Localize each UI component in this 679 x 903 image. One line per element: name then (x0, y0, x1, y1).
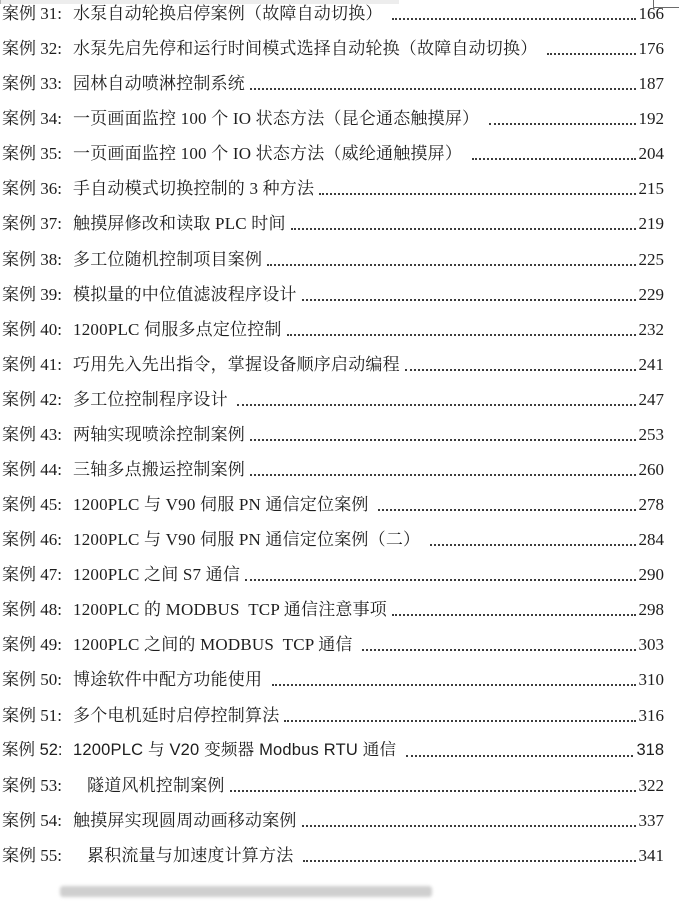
toc-entry[interactable] (2, 424, 664, 459)
entry-label: 案例 50: (2, 670, 62, 690)
dotted-leader (362, 634, 635, 651)
dotted-leader (284, 705, 635, 722)
toc-entry[interactable] (2, 354, 664, 389)
entry-title: 一页画面监控 100 个 IO 状态方法（威纶通触摸屏） (73, 144, 467, 164)
dotted-leader (378, 494, 635, 511)
entry-page-number: 232 (638, 319, 664, 339)
entry-page-number: 303 (638, 635, 664, 655)
entry-title: 累积流量与加速度计算方法 (87, 845, 298, 865)
toc-entry[interactable] (2, 284, 664, 319)
toc-entry[interactable] (2, 3, 664, 38)
entry-page-number: 290 (638, 565, 664, 585)
entry-page-number: 192 (638, 109, 664, 129)
entry-page-number: 215 (638, 179, 664, 199)
entry-label: 案例 46: (2, 530, 62, 550)
entry-title: 水泵先启先停和运行时间模式选择自动轮换（故障自动切换） (73, 39, 542, 59)
entry-title: 隧道风机控制案例 (87, 775, 225, 795)
toc-list (2, 3, 664, 880)
dotted-leader (406, 740, 634, 757)
entry-page-number: 247 (638, 389, 664, 409)
toc-entry[interactable] (2, 249, 664, 284)
toc-entry[interactable] (2, 669, 664, 704)
dotted-leader (237, 389, 635, 406)
entry-page-number: 176 (638, 39, 664, 59)
entry-page-number: 284 (638, 530, 664, 550)
entry-label: 案例 42: (2, 389, 62, 409)
toc-entry[interactable] (2, 494, 664, 529)
toc-entry[interactable] (2, 389, 664, 424)
bottom-smudge-artifact (60, 886, 432, 897)
entry-title: 1200PLC 之间 S7 通信 (73, 565, 241, 585)
dotted-leader (272, 669, 636, 686)
toc-entry[interactable] (2, 599, 664, 634)
entry-label: 案例 36: (2, 179, 62, 199)
entry-title: 触摸屏实现圆周动画移动案例 (73, 810, 297, 830)
dotted-leader (392, 3, 635, 20)
entry-label: 案例 53: (2, 775, 62, 795)
entry-label: 案例 32: (2, 39, 62, 59)
toc-entry[interactable] (2, 810, 664, 845)
entry-label: 案例 37: (2, 214, 62, 234)
entry-page-number: 219 (638, 214, 664, 234)
dotted-leader (405, 354, 636, 371)
entry-page-number: 260 (638, 460, 664, 480)
entry-label: 案例 48: (2, 600, 62, 620)
entry-label: 案例 43: (2, 424, 62, 444)
entry-label: 案例 35: (2, 144, 62, 164)
dotted-leader (250, 73, 636, 90)
entry-page-number: 316 (638, 705, 664, 725)
entry-page-number: 310 (638, 670, 664, 690)
dotted-leader (250, 459, 636, 476)
toc-entry[interactable] (2, 38, 664, 73)
entry-title: 三轴多点搬运控制案例 (73, 460, 245, 480)
entry-title: 1200PLC 与 V90 伺服 PN 通信定位案例（二） (73, 530, 425, 550)
entry-page-number: 187 (638, 74, 664, 94)
entry-title: 园林自动喷淋控制系统 (73, 74, 245, 94)
toc-entry[interactable] (2, 73, 664, 108)
entry-page-number: 341 (638, 845, 664, 865)
toc-entry[interactable] (2, 108, 664, 143)
entry-page-number: 278 (638, 495, 664, 515)
entry-title: 1200PLC 与 V20 变频器 Modbus RTU 通信 (73, 740, 401, 759)
dotted-leader (319, 178, 635, 195)
entry-page-number: 318 (636, 740, 664, 759)
dotted-leader (291, 213, 636, 230)
toc-entry[interactable] (2, 845, 664, 880)
entry-label: 案例 40: (2, 319, 62, 339)
dotted-leader (547, 38, 636, 55)
dotted-leader (392, 599, 635, 616)
toc-entry[interactable] (2, 178, 664, 213)
entry-title: 1200PLC 之间的 MODBUS TCP 通信 (73, 635, 358, 655)
entry-title: 博途软件中配方功能使用 (73, 670, 267, 690)
entry-title: 多工位控制程序设计 (73, 389, 233, 409)
dotted-leader (302, 810, 636, 827)
entry-label: 案例 38: (2, 249, 62, 269)
entry-page-number: 322 (638, 775, 664, 795)
toc-entry[interactable] (2, 564, 664, 599)
toc-entry[interactable] (2, 775, 664, 810)
entry-page-number: 298 (638, 600, 664, 620)
entry-title: 触摸屏修改和读取 PLC 时间 (73, 214, 286, 234)
entry-title: 手自动模式切换控制的 3 种方法 (73, 179, 315, 199)
entry-label: 案例 34: (2, 109, 62, 129)
entry-label: 案例 55: (2, 845, 62, 865)
dotted-leader (303, 845, 636, 862)
entry-title: 一页画面监控 100 个 IO 状态方法（昆仑通态触摸屏） (73, 109, 484, 129)
entry-title: 1200PLC 伺服多点定位控制 (73, 319, 282, 339)
toc-entry[interactable] (2, 634, 664, 669)
toc-entry[interactable] (2, 529, 664, 564)
entry-title: 1200PLC 与 V90 伺服 PN 通信定位案例 (73, 495, 374, 515)
entry-label: 案例 44: (2, 460, 62, 480)
toc-entry[interactable] (2, 213, 664, 248)
toc-entry[interactable] (2, 740, 664, 775)
dotted-leader (250, 424, 636, 441)
entry-page-number: 241 (638, 354, 664, 374)
toc-entry[interactable] (2, 705, 664, 740)
entry-page-number: 225 (638, 249, 664, 269)
entry-title: 多个电机延时启停控制算法 (73, 705, 280, 725)
entry-label: 案例 45: (2, 495, 62, 515)
entry-title: 模拟量的中位值滤波程序设计 (73, 284, 297, 304)
entry-title: 多工位随机控制项目案例 (73, 249, 263, 269)
entry-title: 水泵自动轮换启停案例（故障自动切换） (73, 4, 388, 23)
entry-label: 案例 54: (2, 810, 62, 830)
dotted-leader (430, 529, 636, 546)
entry-page-number: 229 (638, 284, 664, 304)
dotted-leader (245, 564, 635, 581)
dotted-leader (230, 775, 636, 792)
entry-page-number: 204 (638, 144, 664, 164)
entry-label: 案例 47: (2, 565, 62, 585)
entry-title: 两轴实现喷涂控制案例 (73, 424, 245, 444)
dotted-leader (302, 284, 636, 301)
dotted-leader (267, 249, 635, 266)
entry-label: 案例 51: (2, 705, 62, 725)
entry-page-number: 337 (638, 810, 664, 830)
entry-label: 案例 39: (2, 284, 62, 304)
entry-label: 案例 41: (2, 354, 62, 374)
dotted-leader (489, 108, 636, 125)
dotted-leader (472, 143, 636, 160)
entry-label: 案例 52: (2, 740, 63, 759)
entry-page-number: 166 (638, 4, 664, 23)
dotted-leader (287, 319, 636, 336)
entry-label: 案例 33: (2, 74, 62, 94)
toc-entry[interactable] (2, 319, 664, 354)
toc-entry[interactable] (2, 143, 664, 178)
entry-title: 巧用先入先出指令，掌握设备顺序启动编程 (73, 354, 400, 374)
entry-title: 1200PLC 的 MODBUS TCP 通信注意事项 (73, 600, 388, 620)
entry-label: 案例 31: (2, 4, 62, 23)
entry-page-number: 253 (638, 424, 664, 444)
toc-entry[interactable] (2, 459, 664, 494)
entry-label: 案例 49: (2, 635, 62, 655)
